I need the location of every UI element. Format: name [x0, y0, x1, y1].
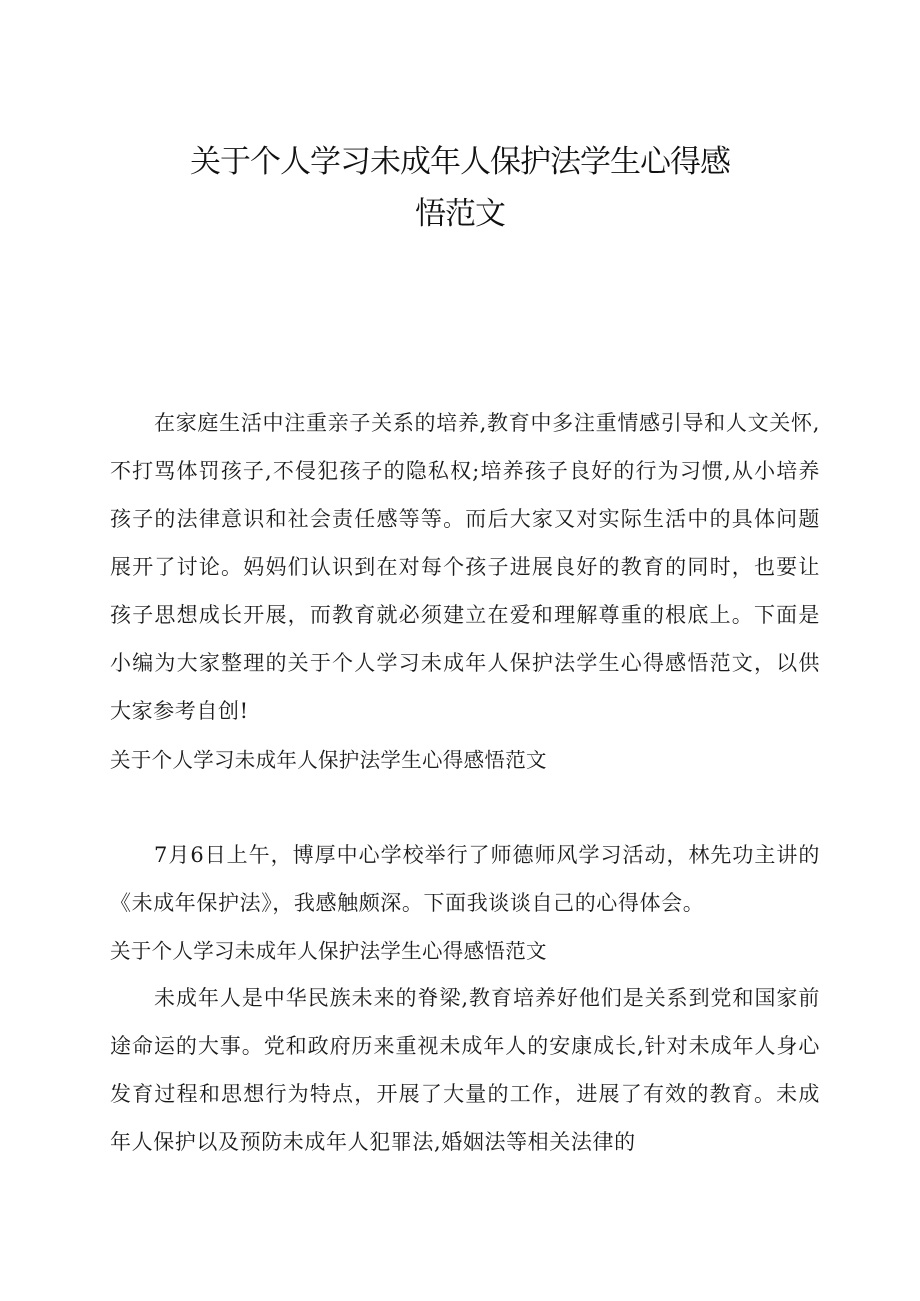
intro-paragraph: 在家庭生活中注重亲子关系的培养,教育中多注重情感引导和人文关怀,不打骂体罚孩子,不侵犯孩子的隐私权;培养孩子良好的行为习惯,从小培养孩子的法律意识和社会责任感等等。而后大家又对实际生活中的具体问题展开了讨论。妈妈们认识到在对每个孩子进展良好的教育的同时，也要让孩子思想成长开展，而教育就必须建立在爱和理解尊重的根底上。下面是小编为大家整理的关于个人学习未成年人保护法学生心得感悟范文，以供大家参考自创! [110, 411, 820, 723]
body-paragraph: 7月6日上午，博厚中心学校举行了师德师风学习活动，林先功主讲的《未成年保护法》，我感触颇深。下面我谈谈自己的心得体会。 [110, 843, 820, 915]
section-heading-2: 关于个人学习未成年人保护法学生心得感悟范文 [110, 939, 547, 963]
body-paragraph-2: 未成年人是中华民族未来的脊梁,教育培养好他们是关系到党和国家前途命运的大事。党和政府历来重视未成年人的安康成长,针对未成年人身心发育过程和思想行为特点，开展了大量的工作，进展了有效的教育。未成年人保护以及预防未成年人犯罪法,婚姻法等相关法律的 [110, 986, 820, 1154]
document-title-line2: 悟范文 [415, 196, 505, 232]
document-title-line1: 关于个人学习未成年人保护法学生心得感 [190, 144, 730, 180]
section-heading: 关于个人学习未成年人保护法学生心得感悟范文 [110, 748, 547, 772]
